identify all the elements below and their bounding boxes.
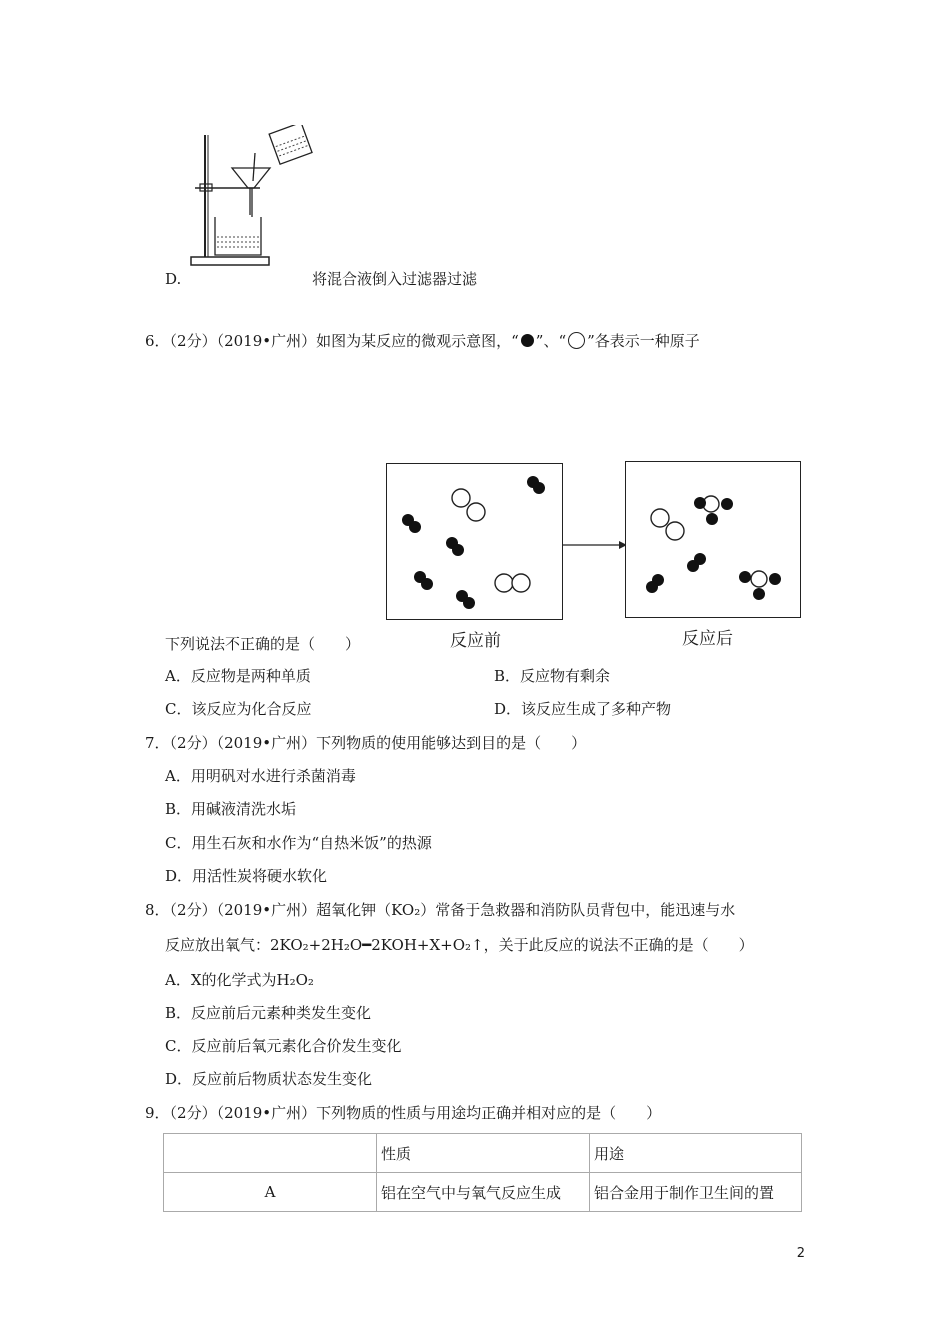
question-8-stem-line1: 8．（2分）（2019•广州）超氧化钾（KO₂）常备于急救器和消防队员背包中，能迅速与水 (145, 901, 736, 919)
table-cell: A (164, 1173, 377, 1212)
table-cell: 铝合金用于制作卫生间的置 (590, 1173, 802, 1212)
q8-option-b: B．反应前后元素种类发生变化 (165, 1004, 372, 1022)
q6-option-b: B．反应物有剩余 (494, 667, 611, 685)
question-6-prompt: 下列说法不正确的是（ ） (165, 635, 361, 653)
q9-table (163, 1133, 802, 1212)
q6-option-d: D．该反应生成了多种产物 (494, 700, 672, 718)
q7-option-c: C．用生石灰和水作为“自热米饭”的热源 (165, 834, 432, 852)
after-molecules (626, 462, 800, 617)
after-reaction-box (625, 461, 801, 618)
before-molecules (387, 464, 562, 619)
option-d-label: D. (165, 270, 182, 288)
reaction-arrow (563, 538, 627, 552)
q7-option-d: D．用活性炭将硬水软化 (165, 867, 328, 885)
table-row (164, 1173, 802, 1212)
filtration-apparatus-figure (185, 125, 315, 270)
q8-option-a: A．X的化学式为H₂O₂ (165, 971, 314, 989)
caption-before: 反应前 (450, 631, 501, 651)
question-6-stem (145, 331, 700, 351)
question-7-stem: 7．（2分）（2019•广州）下列物质的使用能够达到目的是（ ） (145, 734, 587, 752)
table-header-cell (164, 1134, 377, 1173)
option-d-text: 将混合液倒入过滤器过滤 (312, 270, 478, 288)
question-8-stem-line2: 反应放出氧气：2KO₂+2H₂O━2KOH+X+O₂↑，关于此反应的说法不正确的是（ ） (165, 936, 754, 954)
q8-option-d: D．反应前后物质状态发生变化 (165, 1070, 373, 1088)
question-9-stem: 9．（2分）（2019•广州）下列物质的性质与用途均正确并相对应的是（ ） (145, 1104, 662, 1122)
table-header-cell: 性质 (377, 1134, 590, 1173)
q7-option-a: A．用明矾对水进行杀菌消毒 (165, 767, 356, 785)
stem-mid: ”、“ (535, 332, 567, 350)
table-header-cell: 用途 (590, 1134, 802, 1173)
white-atom-icon (568, 332, 585, 349)
q7-option-b: B．用碱液清洗水垢 (165, 800, 297, 818)
q6-option-a: A．反应物是两种单质 (165, 667, 311, 685)
table-header-row (164, 1134, 802, 1173)
stem-prefix: 6．（2分）（2019•广州）如图为某反应的微观示意图，“ (145, 332, 519, 350)
q8-option-c: C．反应前后氧元素化合价发生变化 (165, 1037, 402, 1055)
stem-suffix: ”各表示一种原子 (587, 332, 700, 350)
black-atom-icon (521, 334, 534, 347)
caption-after: 反应后 (682, 629, 733, 649)
table-cell: 铝在空气中与氧气反应生成 (377, 1173, 590, 1212)
q6-option-c: C．该反应为化合反应 (165, 700, 312, 718)
page-number: 2 (796, 1246, 805, 1261)
before-reaction-box (386, 463, 563, 620)
